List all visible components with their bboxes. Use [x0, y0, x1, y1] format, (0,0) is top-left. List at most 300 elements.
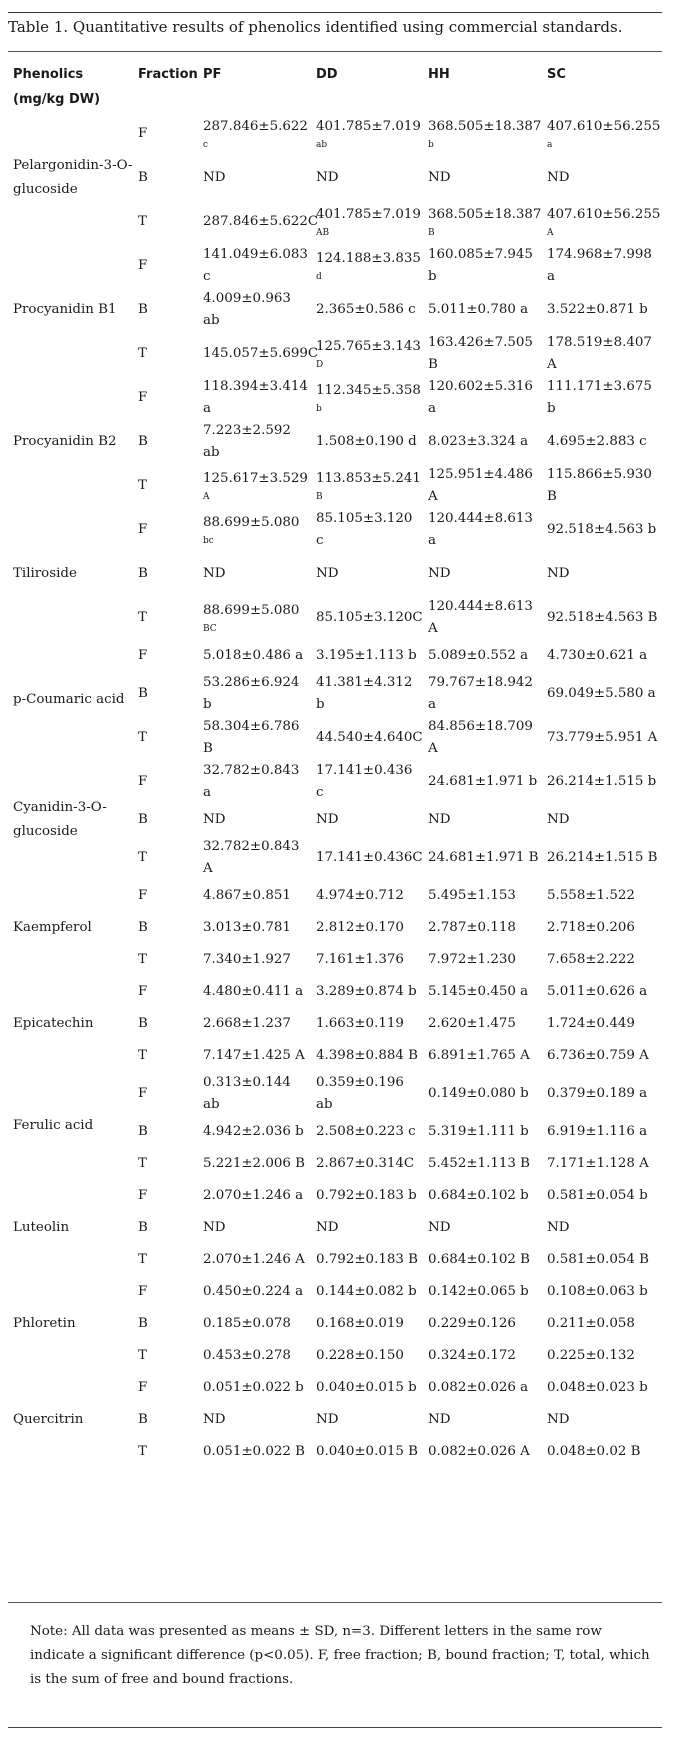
value-text: 0.225±0.132: [547, 1348, 635, 1363]
value-cell-hh: [423, 1040, 542, 1072]
value-text: 125.617±3.529: [203, 471, 308, 486]
value-text: 7.147±1.425 A: [203, 1048, 305, 1063]
value-text: 115.866±5.930 B: [547, 467, 652, 504]
value-cell-dd: [311, 640, 423, 672]
fraction-cell: F: [138, 984, 148, 999]
value-cell-dd: [311, 552, 423, 596]
value-text: 3.522±0.871 b: [547, 302, 648, 317]
value-text: 7.340±1.927: [203, 952, 291, 967]
header-phenolics-label: Phenolics: [13, 67, 84, 82]
value-cell-dd: [311, 804, 423, 836]
table-note: Note: All data was presented as means ± SD, n=3. Different letters in the same row indicate a significant difference (p<0.05). F, free fraction; B, bound fraction; T, total, which is the sum of free and bound fractions.: [30, 1624, 650, 1687]
value-cell-sc: [542, 200, 662, 244]
value-cell-hh: [423, 464, 542, 508]
value-cell-dd: [311, 1040, 423, 1072]
value-text: 0.324±0.172: [428, 1348, 516, 1363]
value-cell-sc: [542, 912, 662, 944]
value-text: 5.011±0.780 a: [428, 302, 529, 317]
value-text: 4.867±0.851: [203, 888, 291, 903]
value-cell-sc: [542, 596, 662, 640]
value-text: 17.141±0.436C: [316, 850, 423, 865]
value-cell-sc: [542, 156, 662, 200]
fraction-cell: F: [138, 648, 148, 663]
value-cell-hh: [423, 332, 542, 376]
value-text: 5.145±0.450 a: [428, 984, 529, 999]
fraction-cell: B: [138, 566, 148, 581]
value-cell-hh: [423, 1308, 542, 1340]
value-cell-dd: [311, 1340, 423, 1372]
value-text: ND: [428, 812, 451, 827]
value-cell-dd: [311, 200, 423, 244]
value-text: 6.919±1.116 a: [547, 1124, 648, 1139]
value-text: ND: [316, 566, 339, 581]
fraction-cell: B: [138, 686, 148, 701]
compound-name: Luteolin: [13, 1220, 70, 1235]
value-cell-pf: [198, 1148, 311, 1180]
significance-letter: d: [316, 272, 322, 282]
fraction-cell: F: [138, 1284, 148, 1299]
value-text: 5.495±1.153: [428, 888, 516, 903]
compound-name: Cyanidin-3-O-glucoside: [13, 800, 107, 839]
fraction-cell: B: [138, 170, 148, 185]
fraction-cell: B: [138, 812, 148, 827]
value-cell-hh: [423, 1116, 542, 1148]
value-text: 401.785±7.019: [316, 119, 421, 134]
value-text: 120.602±5.316 a: [428, 379, 533, 416]
value-cell-sc: [542, 112, 662, 156]
value-text: 0.051±0.022 b: [203, 1380, 304, 1395]
value-cell-dd: [311, 332, 423, 376]
value-text: 2.668±1.237: [203, 1016, 291, 1031]
value-text: 0.211±0.058: [547, 1316, 635, 1331]
value-text: 7.658±2.222: [547, 952, 635, 967]
value-cell-hh: [423, 912, 542, 944]
fraction-cell: F: [138, 774, 148, 789]
value-text: 73.779±5.951 A: [547, 730, 658, 745]
value-cell-sc: [542, 1372, 662, 1404]
value-cell-dd: [311, 1116, 423, 1148]
value-text: 4.398±0.884 B: [316, 1048, 418, 1063]
significance-letter: BC: [203, 624, 217, 634]
value-cell-hh: [423, 1212, 542, 1244]
table-row: [8, 1072, 662, 1116]
value-text: 4.974±0.712: [316, 888, 404, 903]
value-cell-hh: [423, 976, 542, 1008]
value-text: 26.214±1.515 b: [547, 774, 657, 789]
value-cell-sc: [542, 1308, 662, 1340]
value-text: 0.792±0.183 B: [316, 1252, 418, 1267]
value-text: 88.699±5.080: [203, 603, 300, 618]
table-row: [8, 508, 662, 552]
compound-name: Tiliroside: [13, 566, 77, 581]
fraction-cell: F: [138, 258, 148, 273]
value-cell-hh: [423, 1180, 542, 1212]
value-cell-pf: [198, 376, 311, 420]
header-sc: SC: [547, 67, 566, 82]
value-cell-hh: [423, 288, 542, 332]
fraction-cell: T: [138, 346, 147, 361]
value-cell-pf: [198, 1072, 311, 1116]
header-dd: DD: [316, 67, 338, 82]
value-cell-dd: [311, 836, 423, 880]
value-text: 7.161±1.376: [316, 952, 404, 967]
value-cell-pf: [198, 156, 311, 200]
value-text: 287.846±5.622C: [203, 214, 319, 229]
value-text: 113.853±5.241: [316, 471, 421, 486]
value-cell-pf: [198, 880, 311, 912]
value-text: 174.968±7.998 a: [547, 247, 652, 284]
value-cell-pf: [198, 1008, 311, 1040]
value-cell-sc: [542, 1404, 662, 1436]
value-text: 125.765±3.143: [316, 339, 421, 354]
value-text: 85.105±3.120 c: [316, 511, 413, 548]
value-text: 4.695±2.883 c: [547, 434, 647, 449]
value-cell-pf: [198, 1308, 311, 1340]
value-text: 0.359±0.196 ab: [316, 1075, 404, 1112]
value-text: 163.426±7.505 B: [428, 335, 533, 372]
value-text: 0.450±0.224 a: [203, 1284, 304, 1299]
fraction-cell: T: [138, 730, 147, 745]
compound-name: Quercitrin: [13, 1412, 84, 1427]
value-cell-pf: [198, 836, 311, 880]
significance-letter: c: [203, 140, 209, 150]
value-cell-hh: [423, 596, 542, 640]
value-text: 2.070±1.246 a: [203, 1188, 304, 1203]
value-text: 5.089±0.552 a: [428, 648, 529, 663]
value-text: 2.620±1.475: [428, 1016, 516, 1031]
value-text: 7.223±2.592 ab: [203, 423, 291, 460]
significance-letter: D: [316, 360, 324, 370]
value-cell-sc: [542, 1148, 662, 1180]
fraction-cell: B: [138, 920, 148, 935]
compound-name: Pelargonidin-3-O-glucoside: [13, 158, 133, 197]
value-cell-sc: [542, 880, 662, 912]
value-text: 88.699±5.080: [203, 515, 300, 530]
value-text: 0.108±0.063 b: [547, 1284, 648, 1299]
value-text: 368.505±18.387: [428, 207, 542, 222]
value-text: 24.681±1.971 B: [428, 850, 539, 865]
value-cell-sc: [542, 288, 662, 332]
value-text: 0.453±0.278: [203, 1348, 291, 1363]
value-cell-dd: [311, 944, 423, 976]
value-text: ND: [547, 170, 570, 185]
value-text: 24.681±1.971 b: [428, 774, 538, 789]
fraction-cell: F: [138, 390, 148, 405]
value-cell-hh: [423, 1244, 542, 1276]
value-cell-sc: [542, 1180, 662, 1212]
value-text: 92.518±4.563 b: [547, 522, 657, 537]
value-cell-sc: [542, 1008, 662, 1040]
value-cell-dd: [311, 1436, 423, 1468]
value-text: ND: [203, 812, 226, 827]
fraction-cell: T: [138, 478, 147, 493]
value-text: 141.049±6.083 c: [203, 247, 308, 284]
value-text: 2.365±0.586 c: [316, 302, 416, 317]
value-cell-hh: [423, 420, 542, 464]
significance-letter: a: [547, 140, 553, 150]
value-cell-dd: [311, 420, 423, 464]
value-cell-sc: [542, 1212, 662, 1244]
value-text: 178.519±8.407 A: [547, 335, 652, 372]
fraction-cell: B: [138, 302, 148, 317]
value-text: ND: [316, 1220, 339, 1235]
value-cell-pf: [198, 804, 311, 836]
value-cell-sc: [542, 760, 662, 804]
value-cell-pf: [198, 1372, 311, 1404]
value-cell-pf: [198, 288, 311, 332]
value-cell-dd: [311, 1072, 423, 1116]
value-cell-pf: [198, 244, 311, 288]
value-cell-dd: [311, 376, 423, 420]
value-text: 3.289±0.874 b: [316, 984, 417, 999]
significance-letter: B: [316, 492, 323, 502]
value-text: 2.718±0.206: [547, 920, 635, 935]
compound-name: Ferulic acid: [13, 1118, 94, 1133]
header-hh: HH: [428, 67, 450, 82]
value-cell-dd: [311, 1276, 423, 1308]
value-text: ND: [428, 566, 451, 581]
value-text: 5.221±2.006 B: [203, 1156, 305, 1171]
value-cell-hh: [423, 1276, 542, 1308]
value-text: ND: [547, 566, 570, 581]
value-cell-hh: [423, 640, 542, 672]
value-cell-sc: [542, 420, 662, 464]
value-text: 5.018±0.486 a: [203, 648, 304, 663]
value-cell-dd: [311, 156, 423, 200]
value-text: 4.942±2.036 b: [203, 1124, 304, 1139]
fraction-cell: T: [138, 214, 147, 229]
fraction-cell: T: [138, 1156, 147, 1171]
value-cell-pf: [198, 640, 311, 672]
value-text: 7.171±1.128 A: [547, 1156, 649, 1171]
value-cell-sc: [542, 836, 662, 880]
value-text: 0.168±0.019: [316, 1316, 404, 1331]
value-cell-pf: [198, 1340, 311, 1372]
compound-name: Epicatechin: [13, 1016, 94, 1031]
value-cell-pf: [198, 1180, 311, 1212]
value-text: 0.048±0.023 b: [547, 1380, 648, 1395]
value-text: ND: [316, 170, 339, 185]
value-cell-pf: [198, 464, 311, 508]
value-text: 0.040±0.015 b: [316, 1380, 417, 1395]
value-text: 0.144±0.082 b: [316, 1284, 417, 1299]
header-top-rule: [8, 51, 662, 52]
value-text: 17.141±0.436 c: [316, 763, 413, 800]
compound-name: p-Coumaric acid: [13, 692, 125, 707]
value-text: ND: [203, 170, 226, 185]
value-cell-pf: [198, 552, 311, 596]
value-cell-sc: [542, 1436, 662, 1468]
value-text: 2.787±0.118: [428, 920, 516, 935]
fraction-cell: T: [138, 1444, 147, 1459]
value-cell-pf: [198, 1404, 311, 1436]
value-cell-pf: [198, 112, 311, 156]
value-cell-sc: [542, 508, 662, 552]
value-cell-sc: [542, 1116, 662, 1148]
value-cell-sc: [542, 1040, 662, 1072]
value-cell-dd: [311, 508, 423, 552]
value-text: 2.508±0.223 c: [316, 1124, 416, 1139]
fraction-cell: B: [138, 1124, 148, 1139]
value-text: 0.379±0.189 a: [547, 1086, 648, 1101]
value-cell-hh: [423, 552, 542, 596]
value-cell-hh: [423, 836, 542, 880]
value-text: 5.558±1.522: [547, 888, 635, 903]
value-cell-pf: [198, 912, 311, 944]
value-cell-dd: [311, 912, 423, 944]
value-text: 0.082±0.026 A: [428, 1444, 530, 1459]
value-cell-hh: [423, 1008, 542, 1040]
fraction-cell: B: [138, 1016, 148, 1031]
table-row: [8, 640, 662, 672]
fraction-cell: F: [138, 888, 148, 903]
value-text: 0.228±0.150: [316, 1348, 404, 1363]
value-text: 118.394±3.414 a: [203, 379, 308, 416]
header-fraction: Fraction: [138, 67, 198, 82]
value-cell-pf: [198, 1116, 311, 1148]
table-header-row: [8, 58, 662, 112]
value-cell-hh: [423, 1404, 542, 1436]
value-text: 53.286±6.924 b: [203, 675, 300, 712]
value-cell-hh: [423, 1072, 542, 1116]
value-cell-dd: [311, 1372, 423, 1404]
fraction-cell: B: [138, 434, 148, 449]
significance-letter: A: [203, 492, 210, 502]
value-text: 0.229±0.126: [428, 1316, 516, 1331]
value-cell-dd: [311, 880, 423, 912]
value-text: ND: [203, 566, 226, 581]
fraction-cell: B: [138, 1220, 148, 1235]
value-cell-dd: [311, 464, 423, 508]
value-cell-sc: [542, 552, 662, 596]
value-text: 85.105±3.120C: [316, 610, 423, 625]
value-cell-sc: [542, 1244, 662, 1276]
value-text: ND: [316, 1412, 339, 1427]
value-text: ND: [547, 812, 570, 827]
table-caption: Table 1. Quantitative results of phenolics identified using commercial standards.: [8, 18, 623, 36]
value-cell-pf: [198, 1040, 311, 1072]
table-row: [8, 112, 662, 156]
value-cell-sc: [542, 716, 662, 760]
value-cell-sc: [542, 1072, 662, 1116]
header-unit-label: (mg/kg DW): [13, 92, 101, 107]
fraction-cell: B: [138, 1412, 148, 1427]
value-cell-sc: [542, 1340, 662, 1372]
value-text: 5.452±1.113 B: [428, 1156, 530, 1171]
significance-letter: bc: [203, 536, 214, 546]
fraction-cell: F: [138, 126, 148, 141]
table-row: [8, 1180, 662, 1212]
value-text: 0.792±0.183 b: [316, 1188, 417, 1203]
value-cell-sc: [542, 944, 662, 976]
value-text: 0.684±0.102 B: [428, 1252, 530, 1267]
value-cell-pf: [198, 716, 311, 760]
value-cell-pf: [198, 976, 311, 1008]
value-cell-hh: [423, 804, 542, 836]
page-bottom-rule: [8, 1727, 662, 1728]
value-text: 32.782±0.843 a: [203, 763, 300, 800]
value-text: 4.009±0.963 ab: [203, 291, 291, 328]
value-cell-hh: [423, 244, 542, 288]
fraction-cell: F: [138, 1086, 148, 1101]
fraction-cell: B: [138, 1316, 148, 1331]
fraction-cell: T: [138, 952, 147, 967]
value-cell-hh: [423, 200, 542, 244]
value-text: 0.048±0.02 B: [547, 1444, 641, 1459]
value-cell-pf: [198, 672, 311, 716]
value-cell-sc: [542, 1276, 662, 1308]
value-text: 407.610±56.255: [547, 207, 661, 222]
phenolics-table: [8, 58, 662, 1468]
value-text: 0.082±0.026 a: [428, 1380, 529, 1395]
value-text: 8.023±3.324 a: [428, 434, 529, 449]
value-cell-pf: [198, 332, 319, 376]
value-cell-hh: [423, 508, 542, 552]
value-cell-sc: [542, 976, 662, 1008]
value-text: 111.171±3.675 b: [547, 379, 652, 416]
value-text: 0.149±0.080 b: [428, 1086, 529, 1101]
value-text: ND: [203, 1220, 226, 1235]
value-text: 2.812±0.170: [316, 920, 404, 935]
value-text: 0.581±0.054 b: [547, 1188, 648, 1203]
value-cell-sc: [542, 640, 662, 672]
header-phenolics: [8, 58, 133, 112]
value-cell-hh: [423, 672, 542, 716]
value-cell-sc: [542, 804, 662, 836]
value-cell-hh: [423, 716, 542, 760]
value-text: 1.663±0.119: [316, 1016, 404, 1031]
value-text: 6.736±0.759 A: [547, 1048, 649, 1063]
value-text: 1.724±0.449: [547, 1016, 635, 1031]
value-cell-dd: [311, 1212, 423, 1244]
value-text: 79.767±18.942 a: [428, 675, 533, 712]
value-text: 3.195±1.113 b: [316, 648, 417, 663]
value-cell-hh: [423, 944, 542, 976]
value-cell-pf: [198, 1244, 311, 1276]
value-cell-dd: [311, 1308, 423, 1340]
compound-name: Kaempferol: [13, 920, 92, 935]
value-cell-dd: [311, 1404, 423, 1436]
value-cell-hh: [423, 112, 542, 156]
value-cell-hh: [423, 376, 542, 420]
value-text: 2.070±1.246 A: [203, 1252, 305, 1267]
value-cell-sc: [542, 244, 662, 288]
value-text: 160.085±7.945 b: [428, 247, 533, 284]
value-cell-dd: [311, 288, 423, 332]
value-text: ND: [428, 1412, 451, 1427]
value-text: 4.480±0.411 a: [203, 984, 304, 999]
compound-name: Procyanidin B1: [13, 302, 117, 317]
value-cell-dd: [311, 1008, 423, 1040]
value-text: 92.518±4.563 B: [547, 610, 658, 625]
value-cell-pf: [198, 760, 311, 804]
value-text: 124.188±3.835: [316, 251, 421, 266]
value-text: 5.319±1.111 b: [428, 1124, 529, 1139]
value-cell-dd: [311, 1148, 423, 1180]
significance-letter: b: [428, 140, 434, 150]
significance-letter: b: [316, 404, 322, 414]
value-text: 407.610±56.255: [547, 119, 661, 134]
value-cell-dd: [311, 244, 423, 288]
value-cell-sc: [542, 376, 662, 420]
value-cell-hh: [423, 156, 542, 200]
value-text: 32.782±0.843 A: [203, 839, 300, 876]
value-text: 120.444±8.613 A: [428, 599, 533, 636]
fraction-cell: F: [138, 522, 148, 537]
fraction-cell: F: [138, 1380, 148, 1395]
table-row: [8, 244, 662, 288]
value-text: ND: [428, 170, 451, 185]
